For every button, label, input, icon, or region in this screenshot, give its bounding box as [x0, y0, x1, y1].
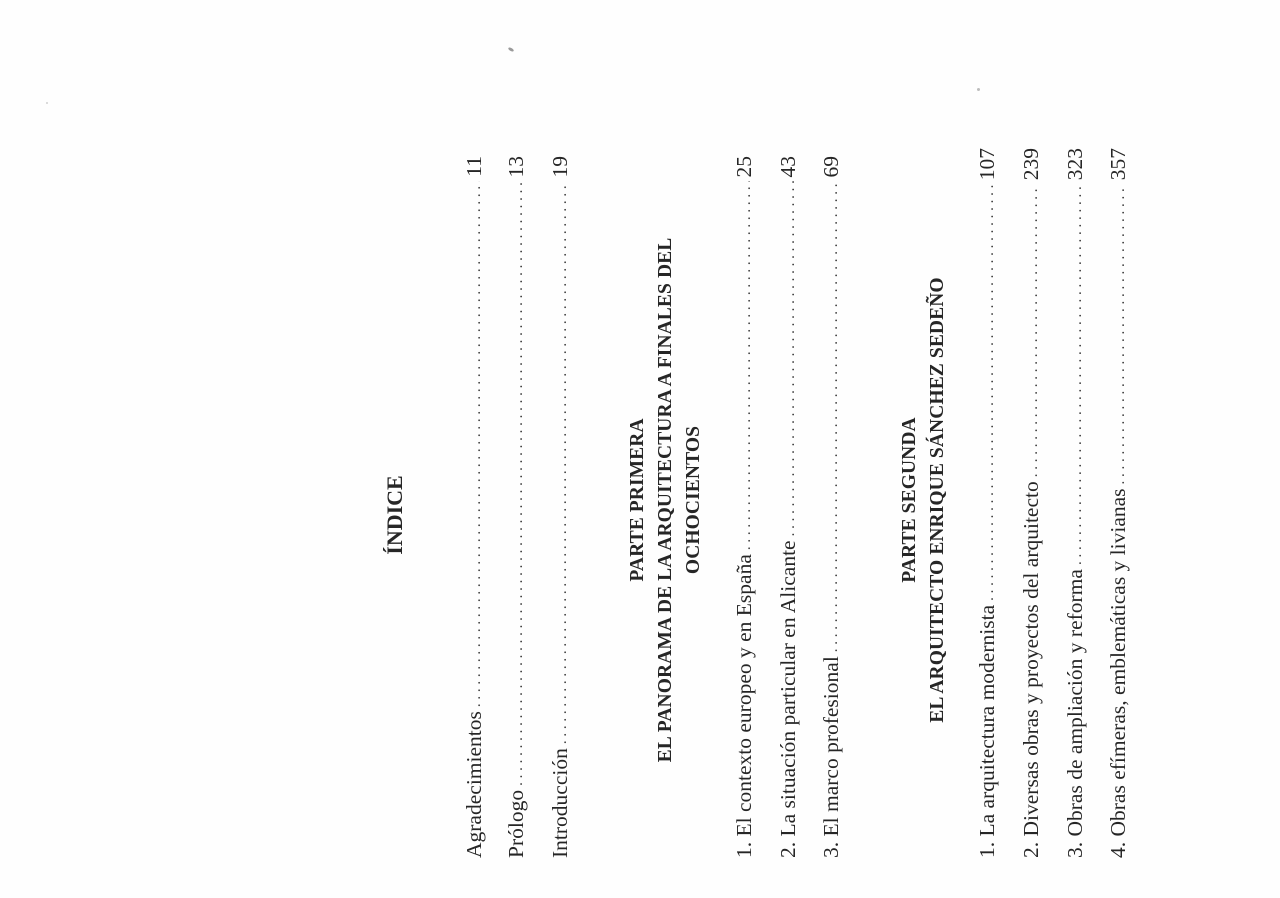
part-two-heading-text: PARTE SEGUNDA: [899, 417, 920, 583]
scan-speck: [46, 102, 48, 104]
index-title-text: ÍNDICE: [382, 475, 407, 555]
leader-dots: [1105, 184, 1135, 484]
toc-entry-part1-ch3[interactable]: [816, 156, 846, 858]
toc-entry-part2-ch2[interactable]: [1016, 148, 1046, 858]
leader-dots: [547, 182, 577, 745]
leader-dots: [503, 182, 533, 786]
part-two-subtitle: [923, 150, 953, 850]
leader-dots: [1062, 184, 1092, 565]
toc-entry-page: 11: [462, 156, 486, 177]
toc-entry-part2-ch4[interactable]: [1103, 148, 1133, 858]
leader-dots: [731, 182, 761, 551]
leader-dots: [461, 181, 491, 707]
toc-entry-part2-ch3[interactable]: [1060, 148, 1090, 858]
scan-speck: [508, 47, 515, 53]
leader-dots: [1018, 184, 1048, 477]
toc-entry-label: Introducción: [548, 748, 572, 858]
leader-dots: [818, 182, 848, 653]
index-title: [380, 300, 410, 730]
part-two-heading: [895, 150, 925, 850]
toc-entry-agradecimientos[interactable]: [459, 156, 489, 858]
toc-entry-page: 25: [732, 156, 756, 178]
toc-entry-label: 1. El contexto europeo y en España: [732, 554, 756, 858]
toc-entry-page: 323: [1063, 148, 1087, 181]
toc-entry-page: 13: [504, 156, 528, 178]
part-one-subtitle: [651, 150, 681, 850]
toc-entry-introduccion[interactable]: [545, 156, 575, 858]
toc-entry-part1-ch2[interactable]: [773, 156, 803, 858]
toc-entry-page: 19: [548, 156, 572, 178]
toc-entry-prologo[interactable]: [501, 156, 531, 858]
leader-dots: [974, 184, 1004, 601]
toc-entry-label: 2. Diversas obras y proyectos del arquitecto: [1019, 481, 1043, 858]
toc-entry-label: Prólogo: [504, 789, 528, 858]
toc-entry-page: 69: [819, 156, 843, 178]
toc-entry-label: 3. Obras de ampliación y reforma: [1063, 569, 1087, 858]
part-one-subtitle-line2: OCHOCIENTOS: [683, 425, 704, 575]
leader-dots: [775, 182, 805, 537]
toc-entry-label: 2. La situación particular en Alicante: [776, 540, 800, 858]
toc-entry-label: Agradecimientos: [462, 711, 486, 858]
part-one-subtitle-cont: [679, 150, 709, 850]
toc-entry-label: 3. El marco profesional: [819, 656, 843, 858]
toc-entry-part1-ch1[interactable]: [729, 156, 759, 858]
scan-speck: [977, 88, 980, 91]
part-one-heading: [623, 150, 653, 850]
part-one-subtitle-line1: EL PANORAMA DE LA ARQUITECTURA A FINALES DEL: [655, 237, 676, 763]
toc-entry-part2-ch1[interactable]: [972, 148, 1002, 858]
toc-entry-page: 107: [975, 148, 999, 181]
toc-entry-page: 239: [1019, 148, 1043, 181]
toc-entry-page: 357: [1106, 148, 1130, 181]
toc-entry-label: 4. Obras efímeras, emblemáticas y livianas: [1106, 488, 1130, 858]
part-one-heading-text: PARTE PRIMERA: [627, 418, 648, 582]
part-two-subtitle-text: EL ARQUITECTO ENRIQUE SÁNCHEZ SEDEÑO: [927, 277, 948, 723]
toc-entry-page: 43: [776, 156, 800, 178]
toc-entry-label: 1. La arquitectura modernista: [975, 604, 999, 858]
